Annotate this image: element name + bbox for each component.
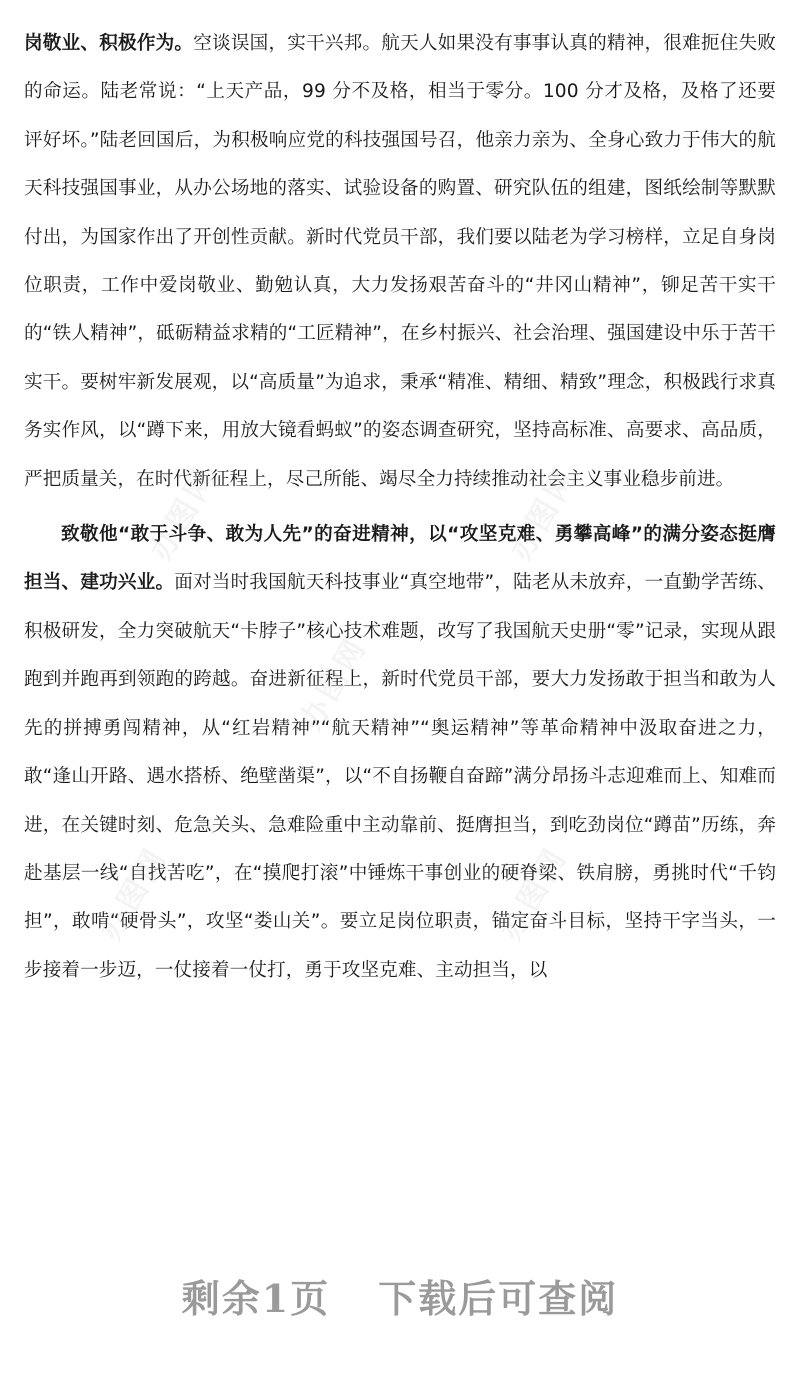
watermark: 办图网 [93,840,175,947]
watermark: 办图网 [143,460,225,567]
paragraph-1-lead: 岗敬业、积极作为。 [24,33,194,54]
paragraph-1-body: 空谈误国，实干兴邦。航天人如果没有事事认真的精神，很难扼住失败的命运。陆老常说：“上天产品，99 分不及格，相当于零分。100 分才及格，及格了还要评好坏。”陆老回国后，为积极响应党的科技强国号召，他亲力亲为、全身心致力于伟大的航天科技强国事业，从办公场地的落实、试验设备的购置、研究队伍的组建，图纸绘制等默默付出，为国家作出了开创性贡献。新时代党员干部，我们要以陆老为学习榜样，立足自身岗位职责，工作中爱岗敬业、勤勉认真，大力发扬艰苦奋斗的“井冈山精神”，铆足苦干实干的“铁人精神”，砥砺精益求精的“工匠精神”，在乡村振兴、社会治理、强国建设中乐于苦干实干。要树牢新发展观，以“高质量”为追求，秉承“精准、精细、精致”理念，积极践行求真务实作风，以“蹲下来，用放大镜看蚂蚁”的姿态调查研究，坚持高标准、高要求、高品质，严把质量关，在时代新征程上，尽己所能、竭尽全力持续推动社会主义事业稳步前进。 [24,33,776,490]
paragraph-2-body: 面对当时我国航天科技事业“真空地带”，陆老从未放弃，一直勤学苦练、积极研发，全力突破航天“卡脖子”核心技术难题，改写了我国航天史册“零”记录，实现从跟跑到并跑再到领跑的跨越。奋进新征程上，新时代党员干部，要大力发扬敢于担当和敢为人先的拼搏勇闯精神，从“红岩精神”“航天精神”“奥运精神”等革命精神中汲取奋进之力，敢“逢山开路、遇水搭桥、绝壁凿渠”，以“不自扬鞭自奋蹄”满分昂扬斗志迎难而上、知难而进，在关键时刻、危急关头、急难险重中主动靠前、挺膺担当，到吃劲岗位“蹲苗”历练，奔赴基层一线“自找苦吃”，在“摸爬打滚”中锤炼干事创业的硬脊梁、铁肩膀，勇挑时代“千钧担”，敢啃“硬骨头”，攻坚“娄山关”。要立足岗位职责，锚定奋斗目标，坚持干字当头，一步接着一步迈，一仗接着一仗打，勇于攻坚克难、主动担当，以 [24,572,776,981]
watermark: 办图网 [293,630,375,737]
remaining-pages-notice[interactable] [0,1268,800,1323]
paragraph-1 [24,20,776,504]
watermark: 办图网 [503,460,585,567]
document-page [24,20,776,995]
paragraph-2 [24,511,776,995]
download-to-view-label: 下载后可查阅 [378,1276,619,1321]
paragraph-2-lead: 致敬他“敢于斗争、敢为人先”的奋进精神，以“攻坚克难、勇攀高峰”的满分姿态挺膺担当、建功兴业。 [24,524,776,594]
watermark: 办图网 [493,840,575,947]
remaining-pages-label: 剩余1页 [181,1276,331,1321]
